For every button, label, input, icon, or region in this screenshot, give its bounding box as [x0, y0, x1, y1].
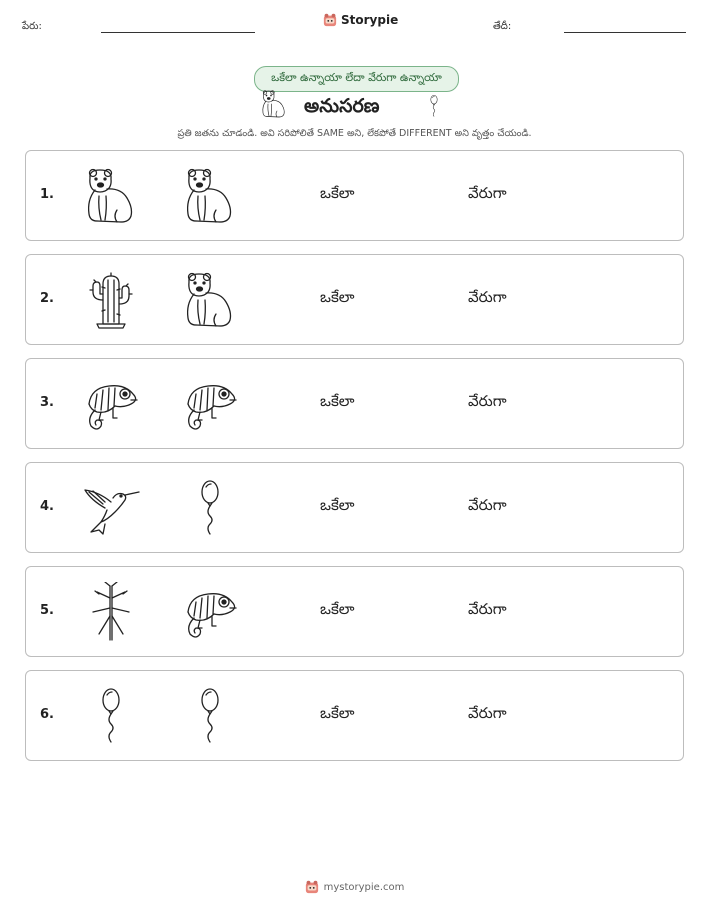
chameleon-icon	[81, 374, 141, 434]
different-option[interactable]: వేరుగా	[468, 496, 507, 514]
topic-badge: ఒకేలా ఉన్నాయా లేదా వేరుగా ఉన్నాయా	[254, 66, 459, 92]
same-option[interactable]: ఒకేలా	[320, 392, 355, 410]
brand	[323, 13, 398, 27]
stick-insect-icon	[81, 582, 141, 642]
page-title: అనుసరణ	[304, 95, 380, 117]
question-number: 1.	[40, 187, 54, 202]
question-number: 2.	[40, 291, 54, 306]
same-option[interactable]: ఒకేలా	[320, 704, 355, 722]
different-option[interactable]: వేరుగా	[468, 600, 507, 618]
hummingbird-icon	[81, 478, 141, 538]
different-option[interactable]: వేరుగా	[468, 704, 507, 722]
footer-link[interactable]: mystorypie.com	[323, 881, 405, 893]
chameleon-icon	[180, 374, 240, 434]
brand-name: Storypie	[341, 13, 399, 27]
instructions: ప్రతి జతను చూడండి. అవి సరిపోలితే SAME అని, లేకపోతే DIFFERENT అని వృత్తం చేయండి.	[177, 128, 532, 139]
date-line[interactable]	[564, 32, 686, 33]
same-option[interactable]: ఒకేలా	[320, 288, 355, 306]
question-number: 3.	[40, 395, 54, 410]
name-line[interactable]	[101, 32, 255, 33]
storypie-logo-icon	[305, 880, 319, 894]
name-label: పేరు:	[22, 21, 42, 32]
storypie-logo-icon	[323, 13, 337, 27]
question-row	[25, 358, 684, 449]
date-label: తేదీ:	[493, 21, 512, 32]
balloon-icon	[180, 686, 240, 746]
polar-bear-icon	[180, 270, 240, 330]
polar-bear-icon	[81, 166, 141, 226]
question-row	[25, 254, 684, 345]
question-row	[25, 670, 684, 761]
question-number: 5.	[40, 603, 54, 618]
question-row	[25, 150, 684, 241]
same-option[interactable]: ఒకేలా	[320, 184, 355, 202]
cactus-icon	[81, 270, 141, 330]
question-number: 4.	[40, 499, 54, 514]
polar-bear-icon	[180, 166, 240, 226]
polar-bear-icon	[259, 89, 289, 119]
same-option[interactable]: ఒకేలా	[320, 496, 355, 514]
balloon-icon	[422, 91, 446, 121]
different-option[interactable]: వేరుగా	[468, 288, 507, 306]
same-option[interactable]: ఒకేలా	[320, 600, 355, 618]
chameleon-icon	[180, 582, 240, 642]
balloon-icon	[81, 686, 141, 746]
balloon-icon	[180, 478, 240, 538]
question-row	[25, 462, 684, 553]
footer	[0, 880, 709, 894]
different-option[interactable]: వేరుగా	[468, 392, 507, 410]
question-number: 6.	[40, 707, 54, 722]
different-option[interactable]: వేరుగా	[468, 184, 507, 202]
question-row	[25, 566, 684, 657]
